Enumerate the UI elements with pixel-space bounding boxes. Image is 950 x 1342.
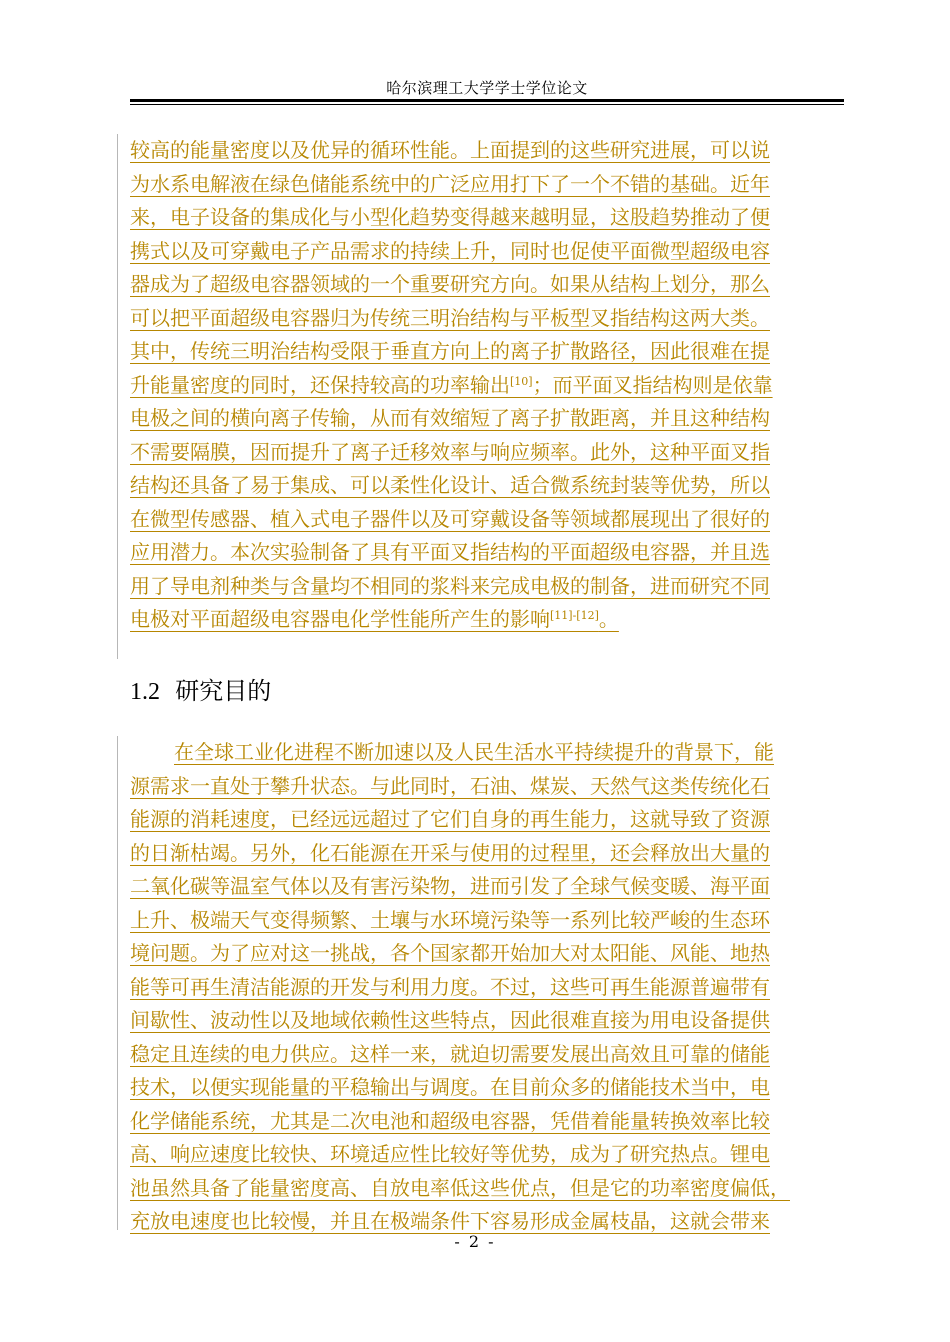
paragraph-line: 用了导电剂种类与含量均不相同的浆料来完成电极的制备，进而研究不同	[130, 573, 770, 598]
citation-ref: [11]-[12]	[550, 609, 599, 622]
paragraph-1	[130, 134, 846, 637]
paragraph-line: 间歇性、波动性以及地域依赖性这些特点，因此很难直接为用电设备提供	[130, 1008, 770, 1032]
citation-ref: [10]	[510, 374, 533, 388]
paragraph-line: 能等可再生清洁能源的开发与利用力度。不过，这些可再生能源普遍带有	[130, 974, 770, 999]
section-title: 研究目的	[175, 677, 272, 705]
paragraph-line: 上升、极端天气变得频繁、土壤与水环境污染等一系列比较严峻的生态环	[130, 907, 770, 932]
paragraph-line-with-citation	[130, 603, 846, 637]
paragraph-line: 的日渐枯竭。另外，化石能源在开采与使用的过程里，还会释放出大量的	[130, 840, 770, 865]
paragraph-line: 充放电速度也比较慢，并且在极端条件下容易形成金属枝晶，这就会带来	[130, 1209, 770, 1233]
line-text: 升能量密度的同时，还保持较高的功率输出	[130, 372, 510, 397]
paragraph-line: 能源的消耗速度，已经远远超过了它们自身的再生能力，这就导致了资源	[130, 807, 770, 831]
paragraph-line: 境问题。为了应对这一挑战，各个国家都开始加大对太阳能、风能、地热	[130, 941, 770, 965]
paragraph-line: 器成为了超级电容器领域的一个重要研究方向。如果从结构上划分，那么	[130, 272, 770, 296]
paragraph-line: 池虽然具备了能量密度高、自放电率低这些优点，但是它的功率密度偏低，	[130, 1175, 790, 1200]
line-text: 电极对平面超级电容器电化学性能所产生的影响	[130, 607, 550, 631]
paragraph-line: 稳定且连续的电力供应。这样一来，就迫切需要发展出高效且可靠的储能	[130, 1041, 770, 1066]
paragraph-2	[130, 736, 846, 1239]
paragraph-line: 不需要隔膜，因而提升了离子迁移效率与响应频率。此外，这种平面叉指	[130, 439, 770, 464]
running-header-title: 哈尔滨理工大学学士学位论文	[386, 79, 588, 97]
line-text: ；而平面叉指结构则是依靠	[532, 372, 773, 397]
change-bar-bottom	[117, 736, 118, 1230]
paragraph-line: 可以把平面超级电容器归为传统三明治结构与平板型叉指结构这两大类。	[130, 305, 770, 330]
paragraph-line: 其中，传统三明治结构受限于垂直方向上的离子扩散路径，因此很难在提	[130, 339, 770, 363]
paragraph-line: 化学储能系统，尤其是二次电池和超级电容器，凭借着能量转换效率比较	[130, 1108, 770, 1133]
paragraph-line: 结构还具备了易于集成、可以柔性化设计、适合微系统封装等优势，所以	[130, 473, 770, 497]
page-number: - 2 -	[454, 1232, 496, 1251]
paragraph-line: 较高的能量密度以及优异的循环性能。上面提到的这些研究进展，可以说	[130, 138, 770, 162]
section-heading	[130, 671, 271, 711]
header-rule-thick	[130, 99, 844, 102]
paragraph-line-with-citation	[130, 369, 846, 403]
paragraph-line: 技术，以便实现能量的平稳输出与调度。在目前众多的储能技术当中，电	[130, 1075, 770, 1099]
section-number: 1.2	[130, 679, 160, 705]
paragraph-line: 在微型传感器、植入式电子器件以及可穿戴设备等领域都展现出了很好的	[130, 506, 770, 531]
paragraph-line: 为水系电解液在绿色储能系统中的广泛应用打下了一个不错的基础。近年	[130, 171, 770, 196]
paragraph-line: 二氧化碳等温室气体以及有害污染物，进而引发了全球气候变暖、海平面	[130, 874, 770, 898]
paragraph-line: 应用潜力。本次实验制备了具有平面叉指结构的平面超级电容器，并且选	[130, 540, 770, 564]
line-text: 。	[598, 607, 619, 631]
change-bar-top	[117, 134, 118, 659]
paragraph-line: 高、响应速度比较快、环境适应性比较好等优势，成为了研究热点。锂电	[130, 1142, 770, 1166]
paragraph-line: 源需求一直处于攀升状态。与此同时，石油、煤炭、天然气这类传统化石	[130, 773, 770, 798]
paragraph-line: 在全球工业化进程不断加速以及人民生活水平持续提升的背景下，能	[174, 740, 774, 764]
header-rule-thin	[130, 104, 844, 105]
paragraph-line: 来，电子设备的集成化与小型化趋势变得越来越明显，这股趋势推动了便	[130, 205, 770, 229]
paragraph-line: 携式以及可穿戴电子产品需求的持续上升，同时也促使平面微型超级电容	[130, 238, 770, 263]
paragraph-line: 电极之间的横向离子传输，从而有效缩短了离子扩散距离，并且这种结构	[130, 406, 770, 430]
